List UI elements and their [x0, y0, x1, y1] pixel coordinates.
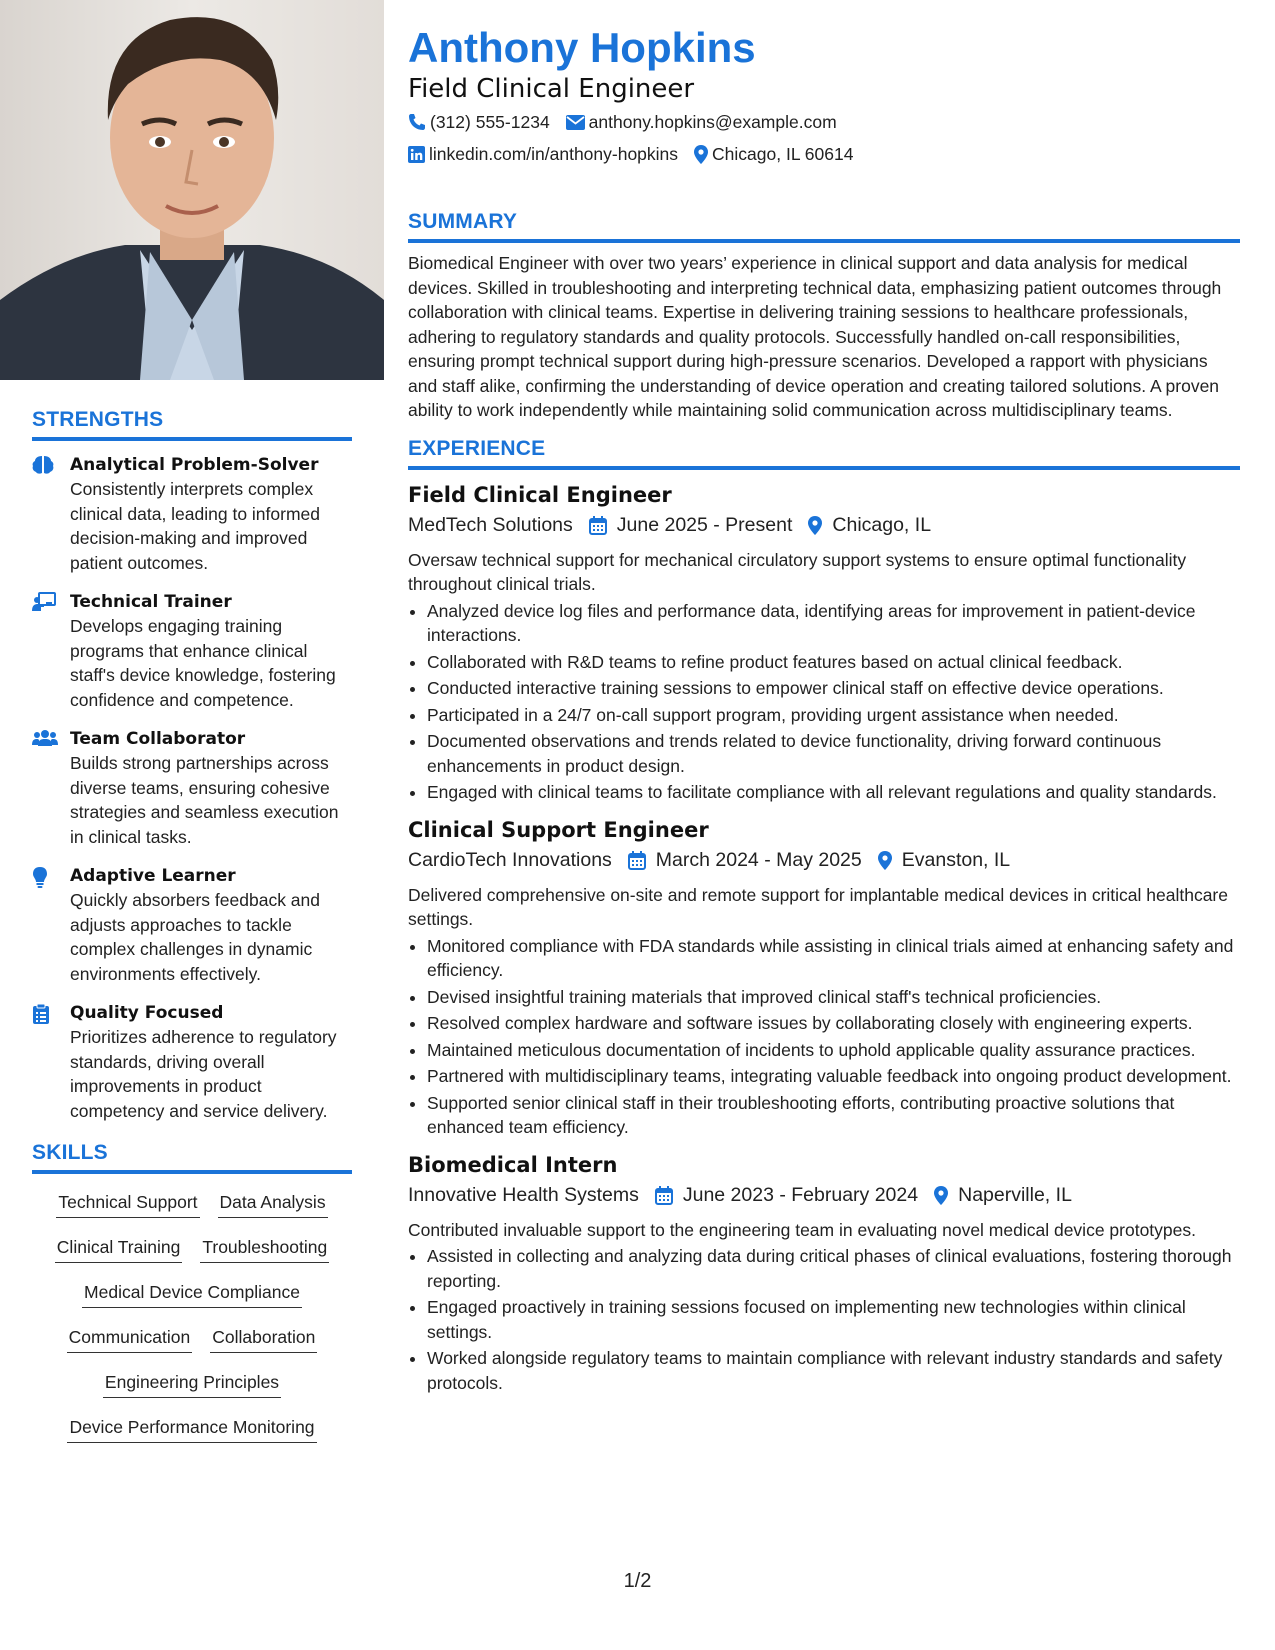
- bullet-item: • Monitored compliance with FDA standards while assisting in clinical trials aimed at enhancing safety and efficiency.: [427, 934, 1240, 983]
- envelope-icon: [566, 115, 585, 130]
- bullet-item: • Collaborated with R&D teams to refine product features based on actual clinical feedback.: [427, 650, 1240, 675]
- skill-row: [32, 1362, 352, 1407]
- skill-tag: Clinical Training: [55, 1237, 183, 1263]
- skill-row: [32, 1272, 352, 1317]
- job-summary: Oversaw technical support for mechanical circulatory support systems to ensure optimal functionality throughout clinical trials.: [408, 549, 1187, 594]
- map-pin-icon: [862, 851, 902, 870]
- candidate-title: Field Clinical Engineer: [408, 74, 695, 104]
- job-bullets: [408, 599, 1240, 805]
- strength-desc: Consistently interprets complex clinical data, leading to informed decision-making and improved patient outcomes.: [70, 479, 321, 573]
- linkedin-icon: [408, 146, 425, 163]
- skill-tag: Communication: [67, 1327, 193, 1353]
- company-name: Innovative Health Systems: [408, 1184, 639, 1206]
- job-summary: Contributed invaluable support to the engineering team in evaluating novel medical device prototypes.: [408, 1219, 1196, 1240]
- bullet-item: • Maintained meticulous documentation of incidents to uphold applicable quality assurance practices.: [427, 1038, 1240, 1063]
- bullet-item: • Devised insightful training materials that improved clinical staff's technical proficiencies.: [427, 985, 1240, 1010]
- sidebar: [0, 0, 384, 1650]
- bullet-item: • Conducted interactive training sessions to empower clinical staff on effective device operations.: [427, 676, 1240, 701]
- calendar-icon: [612, 851, 656, 870]
- experience-entry: [408, 815, 1240, 1140]
- strength-item: [32, 590, 352, 712]
- job-dates: June 2023 - February 2024: [682, 1184, 919, 1206]
- strength-title: Team Collaborator: [70, 729, 246, 749]
- lightbulb-icon: [32, 864, 70, 986]
- skills-title: SKILLS: [32, 1141, 352, 1174]
- job-location: Chicago, IL: [832, 514, 932, 536]
- contact-linkedin[interactable]: [408, 144, 678, 165]
- contact-phone[interactable]: [408, 112, 550, 133]
- skills-list: [32, 1182, 352, 1452]
- strength-item: [32, 1001, 352, 1123]
- skill-tag: Medical Device Compliance: [82, 1282, 302, 1308]
- bullet-item: • Participated in a 24/7 on-call support program, providing urgent assistance when needed.: [427, 703, 1240, 728]
- strength-item: [32, 864, 352, 986]
- experience-title: EXPERIENCE: [408, 437, 1240, 470]
- job-location: Naperville, IL: [958, 1184, 1072, 1206]
- email-text: anthony.hopkins@example.com: [588, 111, 837, 132]
- contact-email[interactable]: [566, 112, 837, 133]
- job-location: Evanston, IL: [901, 849, 1011, 871]
- job-meta: [408, 1180, 1240, 1212]
- phone-icon: [408, 113, 426, 131]
- skill-row: [32, 1227, 352, 1272]
- job-meta: [408, 510, 1240, 542]
- calendar-icon: [573, 516, 617, 535]
- job-dates: June 2025 - Present: [616, 514, 793, 536]
- strength-desc: Builds strong partnerships across diverse teams, ensuring cohesive strategies and seamless execution in clinical tasks.: [70, 753, 339, 847]
- summary-text: Biomedical Engineer with over two years’ experience in clinical support and data analysis for medical devices. Skilled in troubleshooting and interpreting technical data, emphasizing patient outcomes through collaboration with clinical teams. Expertise in delivering training sessions to healthcare professionals, adhering to regulatory standards and quality protocols. Successfully handled on-call responsibilities, ensuring prompt technical support during high-pressure scenarios. Developed a rapport with physicians and staff alike, confirming the understanding of device operation and creating tailored solutions. A proven ability to work independently while maintaining solid communication across multidisciplinary teams.: [408, 253, 1222, 420]
- experience-entry: [408, 480, 1240, 805]
- profile-photo: [0, 0, 384, 380]
- brain-icon: [32, 453, 70, 575]
- strength-title: Adaptive Learner: [70, 866, 236, 886]
- bullet-item: • Supported senior clinical staff in their troubleshooting efforts, contributing proactive solutions that enhanced team efficiency.: [427, 1091, 1240, 1140]
- strengths-title: STRENGTHS: [32, 408, 352, 441]
- job-title: Field Clinical Engineer: [408, 482, 672, 507]
- job-title: Clinical Support Engineer: [408, 817, 709, 842]
- map-pin-icon: [694, 145, 708, 164]
- map-pin-icon: [918, 1186, 958, 1205]
- bullet-item: • Engaged with clinical teams to facilitate compliance with all relevant regulations and quality standards.: [427, 780, 1240, 805]
- experience-entry: [408, 1150, 1240, 1396]
- main-content: [408, 0, 1240, 1397]
- bullet-item: • Documented observations and trends related to device functionality, driving forward continuous enhancements in product design.: [427, 729, 1240, 778]
- job-bullets: [408, 934, 1240, 1140]
- strength-desc: Develops engaging training programs that enhance clinical staff's device knowledge, fostering confidence and competence.: [70, 616, 336, 710]
- clipboard-check-icon: [32, 1001, 70, 1123]
- job-bullets: [408, 1244, 1240, 1395]
- skill-tag: Troubleshooting: [200, 1237, 329, 1263]
- contact-info: [408, 106, 1240, 170]
- skill-row: [32, 1317, 352, 1362]
- strengths-list: [32, 453, 352, 1123]
- phone-text: (312) 555-1234: [430, 111, 550, 132]
- skill-tag: Device Performance Monitoring: [67, 1417, 316, 1443]
- skill-row: [32, 1182, 352, 1227]
- bullet-item: • Partnered with multidisciplinary teams, integrating valuable feedback into ongoing product development.: [427, 1064, 1240, 1089]
- strength-title: Quality Focused: [70, 1003, 224, 1023]
- company-name: MedTech Solutions: [408, 514, 573, 536]
- job-meta: [408, 845, 1240, 877]
- bullet-item: • Resolved complex hardware and software issues by collaborating closely with engineering experts.: [427, 1011, 1240, 1036]
- strength-item: [32, 453, 352, 575]
- linkedin-text: linkedin.com/in/anthony-hopkins: [429, 143, 679, 164]
- strength-title: Technical Trainer: [70, 592, 232, 612]
- summary-title: SUMMARY: [408, 210, 1240, 243]
- job-summary: Delivered comprehensive on-site and remote support for implantable medical devices in critical healthcare settings.: [408, 884, 1228, 929]
- strength-desc: Prioritizes adherence to regulatory standards, driving overall improvements in product competency and service delivery.: [70, 1027, 337, 1121]
- contact-row: [408, 106, 1240, 138]
- location-text: Chicago, IL 60614: [712, 143, 854, 164]
- candidate-name: Anthony Hopkins: [408, 24, 756, 71]
- company-name: CardioTech Innovations: [408, 849, 612, 871]
- contact-row: [408, 138, 1240, 170]
- skill-tag: Collaboration: [210, 1327, 317, 1353]
- skill-tag: Technical Support: [56, 1192, 199, 1218]
- chalkboard-teacher-icon: [32, 590, 70, 712]
- bullet-item: • Analyzed device log files and performance data, identifying areas for improvement in patient-device interactions.: [427, 599, 1240, 648]
- bullet-item: • Assisted in collecting and analyzing data during critical phases of clinical evaluations, fostering thorough reporting.: [427, 1244, 1240, 1293]
- skill-tag: Engineering Principles: [103, 1372, 281, 1398]
- strength-desc: Quickly absorbers feedback and adjusts approaches to tackle complex challenges in dynamic environments effectively.: [70, 890, 320, 984]
- bullet-item: • Worked alongside regulatory teams to maintain compliance with relevant industry standards and safety protocols.: [427, 1346, 1240, 1395]
- users-icon: [32, 727, 70, 849]
- strength-title: Analytical Problem-Solver: [70, 455, 319, 475]
- strength-item: [32, 727, 352, 849]
- calendar-icon: [639, 1186, 683, 1205]
- contact-location: [694, 144, 853, 165]
- skill-tag: Data Analysis: [218, 1192, 328, 1218]
- job-title: Biomedical Intern: [408, 1152, 618, 1177]
- job-dates: March 2024 - May 2025: [655, 849, 862, 871]
- page-indicator: 1/2: [623, 1570, 652, 1592]
- map-pin-icon: [792, 516, 832, 535]
- bullet-item: • Engaged proactively in training sessions focused on implementing new technologies within clinical settings.: [427, 1295, 1240, 1344]
- skill-row: [32, 1407, 352, 1452]
